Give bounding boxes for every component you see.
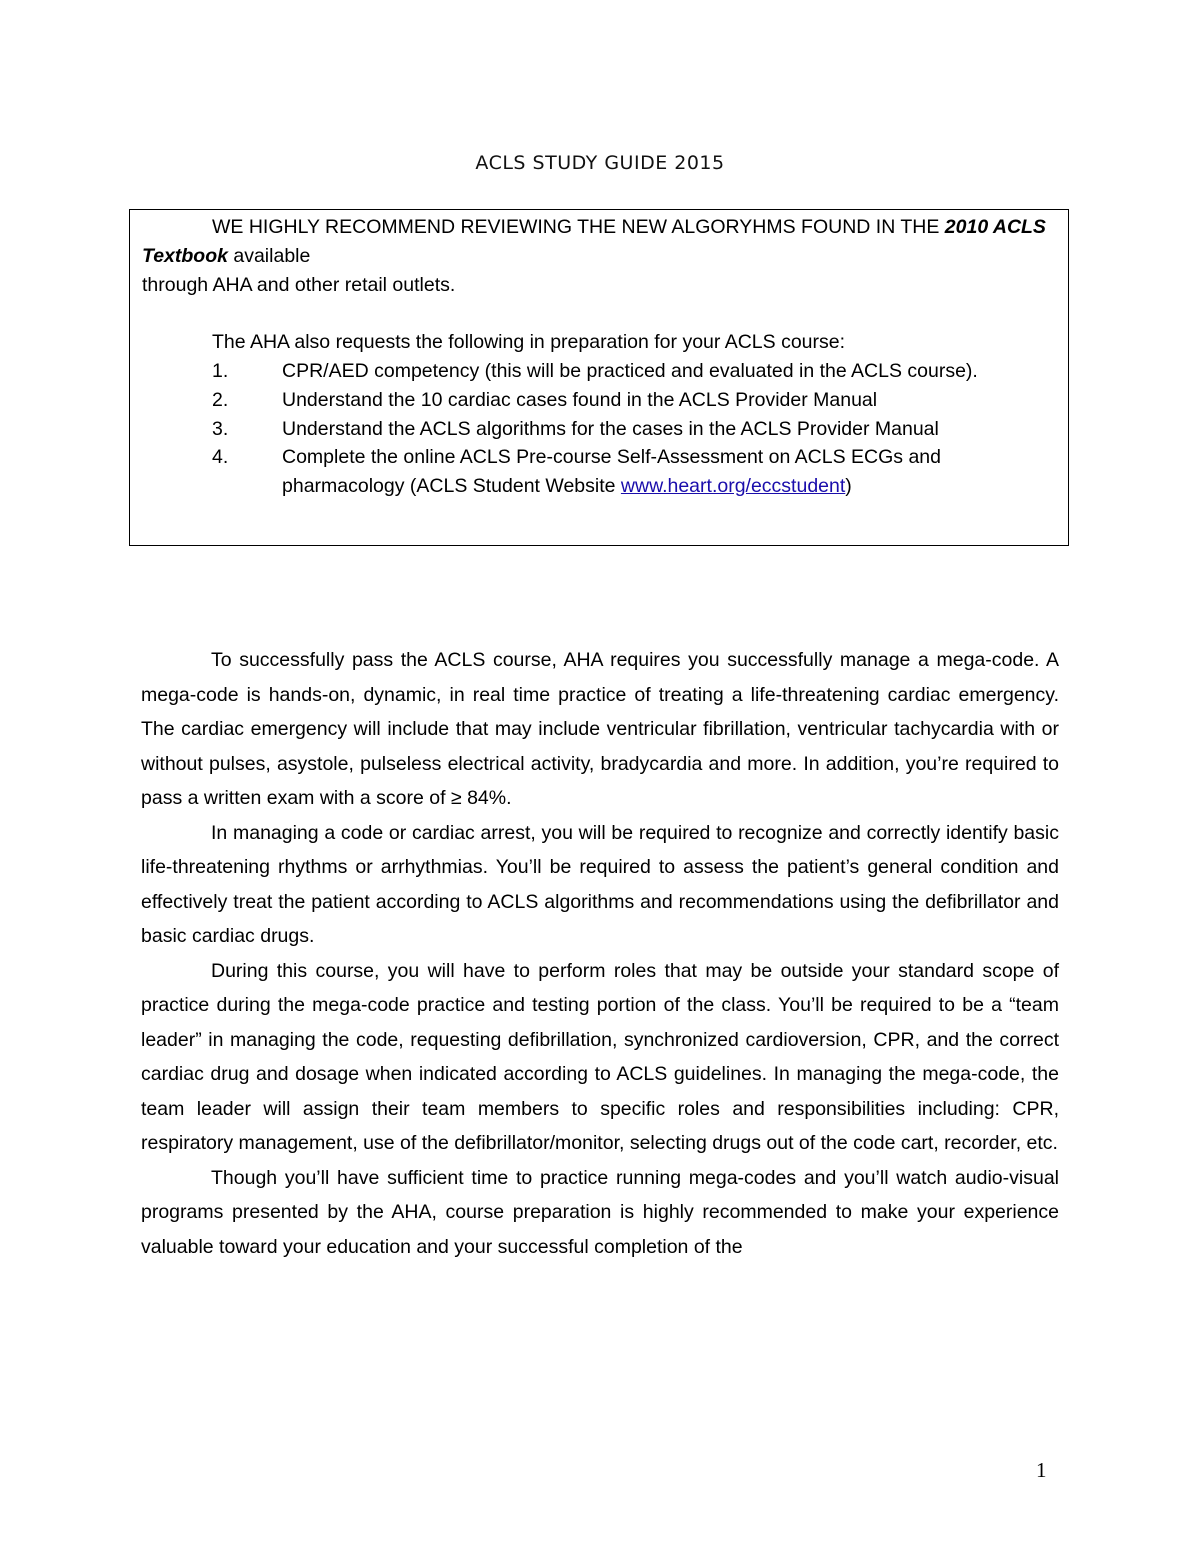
requirement-text: Understand the 10 cardiac cases found in the ACLS Provider Manual <box>282 388 878 411</box>
requirement-item-1 <box>142 357 1058 386</box>
requirement-number: 4. <box>212 446 229 469</box>
paragraph-managing-code: In managing a code or cardiac arrest, you will be required to recognize and correctly identify basic life-threatening rhythms or arrhythmias. You’ll be required to assess the patient’s general condition and effectively treat the patient according to ACLS algorithms and recommendations using the defibrillator and basic cardiac drugs. <box>141 821 1059 947</box>
requirement-number: 1. <box>212 359 229 382</box>
notice-content <box>142 213 1058 501</box>
notice-spacer <box>142 299 1058 328</box>
notice-line-2-text: available <box>227 244 311 267</box>
notice-line-1-text: WE HIGHLY RECOMMEND REVIEWING THE NEW ALGORYHMS FOUND IN THE <box>212 216 945 238</box>
notice-line-2 <box>142 242 1058 271</box>
requirement-number: 2. <box>212 388 229 411</box>
notice-line-3: through AHA and other retail outlets. <box>142 273 456 296</box>
textbook-year-emphasis: 2010 ACLS <box>944 216 1046 238</box>
requirement-item-4 <box>142 443 1058 472</box>
paragraph-team-roles: During this course, you will have to perform roles that may be outside your standard scope of practice during the mega-code practice and testing portion of the class. You’ll be required to be a “team leader” in managing the code, requesting defibrillation, synchronized cardioversion, CPR, and the correct cardiac drug and dosage when indicated according to ACLS guidelines. In managing the mega-code, the team leader will assign their team members to specific roles and responsibilities including: CPR, respiratory management, use of the defibrillator/monitor, selecting drugs out of the code cart, recorder, etc. <box>141 959 1059 1154</box>
body-text <box>141 643 1059 1264</box>
requirement-4-cont-close: ) <box>845 475 852 498</box>
textbook-emphasis: Textbook <box>142 244 228 267</box>
requirement-number: 3. <box>212 417 229 440</box>
page-title: ACLS STUDY GUIDE 2015 <box>475 152 725 174</box>
requirement-item-3 <box>142 415 1058 444</box>
requirement-4-cont-text: pharmacology (ACLS Student Website <box>282 475 621 498</box>
requirement-text: Understand the ACLS algorithms for the cases in the ACLS Provider Manual <box>282 417 939 440</box>
paragraph-course-pass-requirements: To successfully pass the ACLS course, AHA requires you successfully manage a mega-code. A mega-code is hands-on, dynamic, in real time practice of treating a life-threatening cardiac emergency. The cardiac emergency will include that may include ventricular fibrillation, ventricular tachycardia with or without pulses, asystole, pulseless electrical activity, bradycardia and more. In addition, you’re required to pass a written exam with a score of ≥ 84%. <box>141 649 1059 809</box>
requirement-item-2 <box>142 386 1058 415</box>
requirements-intro: The AHA also requests the following in preparation for your ACLS course: <box>212 331 846 354</box>
requirement-item-4-continuation <box>142 472 1058 501</box>
page-number: 1 <box>1036 1458 1047 1482</box>
requirement-text: Complete the online ACLS Pre-course Self-Assessment on ACLS ECGs and <box>282 446 941 469</box>
paragraph-course-preparation: Though you’ll have sufficient time to practice running mega-codes and you’ll watch audio-visual programs presented by the AHA, course preparation is highly recommended to make your experience valuable toward your education and your successful completion of the <box>141 1166 1059 1258</box>
recommendation-notice-box <box>129 209 1069 546</box>
notice-line-1 <box>142 213 1058 242</box>
requirement-text: CPR/AED competency (this will be practiced and evaluated in the ACLS course). <box>282 359 978 382</box>
student-website-link[interactable]: www.heart.org/eccstudent <box>620 475 846 498</box>
